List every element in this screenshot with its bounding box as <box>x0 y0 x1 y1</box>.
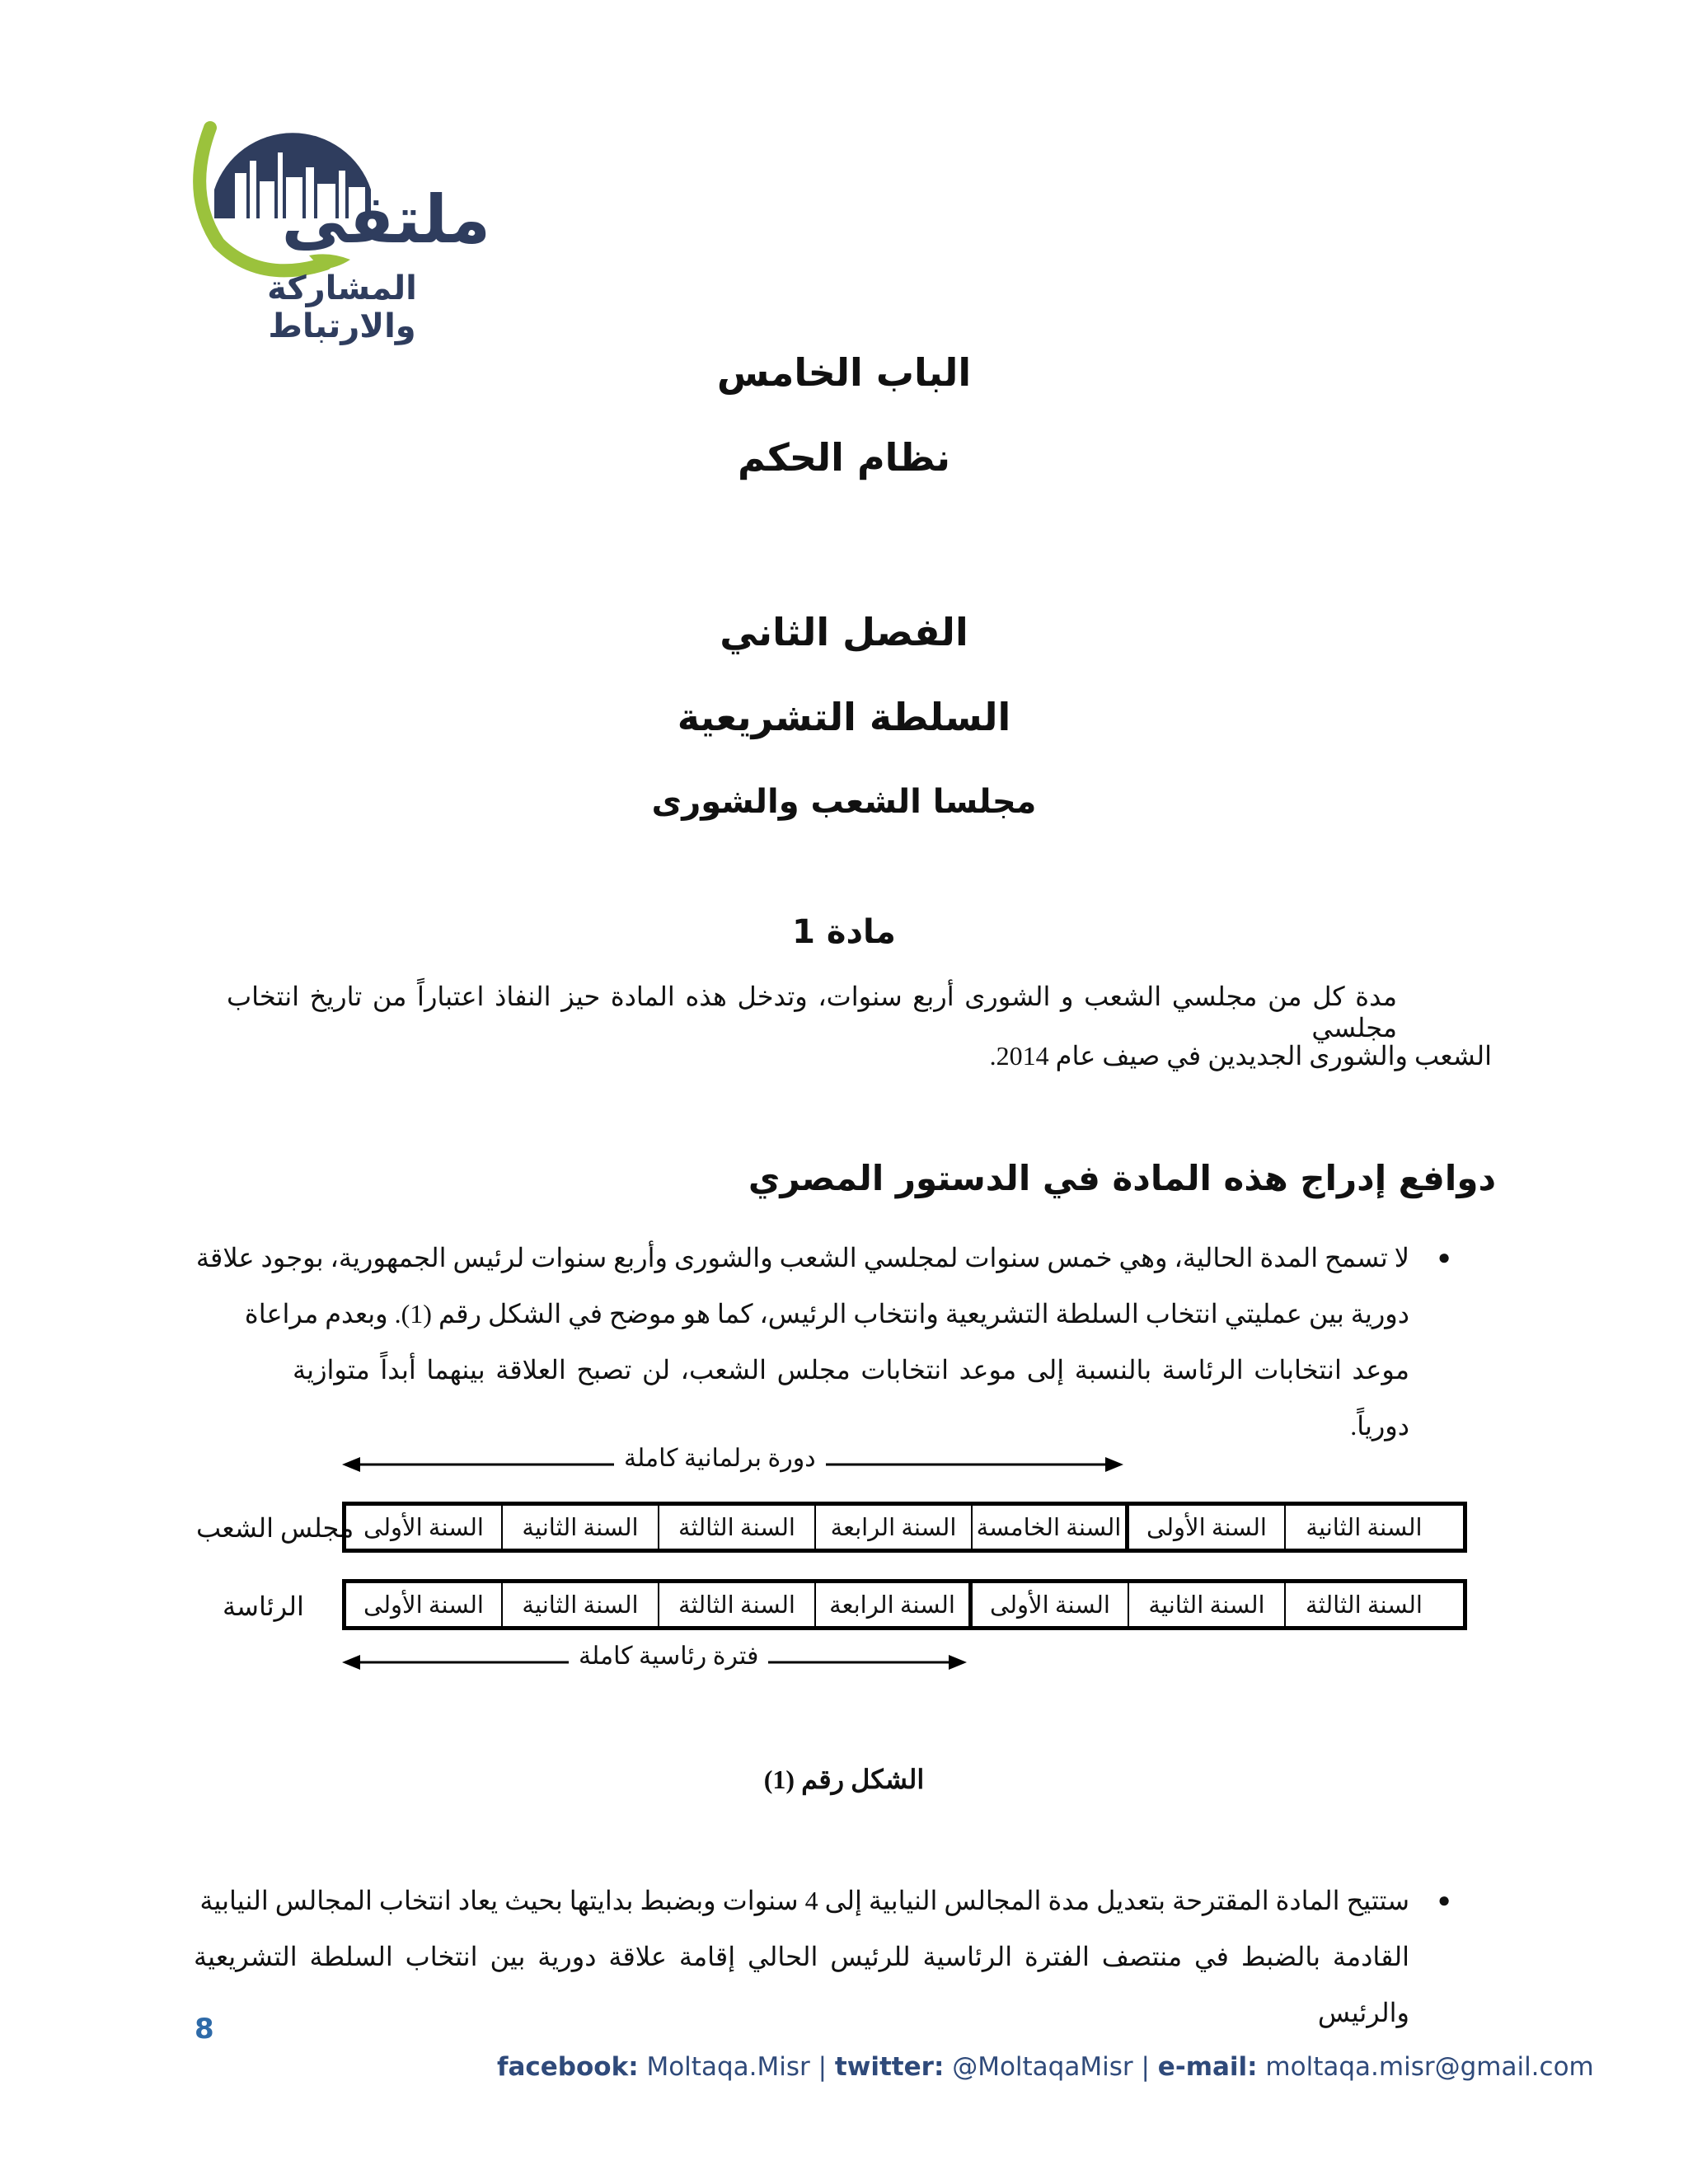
twitter-label: twitter: <box>834 2052 945 2082</box>
bullet-2 <box>194 1872 1451 2041</box>
presidency-years-row <box>342 1579 1467 1630</box>
moltaqa-logo <box>185 95 490 345</box>
facebook-label: facebook: <box>497 2052 639 2082</box>
logo-main-text: ملتقى <box>281 181 490 258</box>
year-cell: السنة الثالثة <box>659 1583 816 1626</box>
year-cell: السنة الثالثة <box>659 1506 816 1549</box>
year-cell: السنة الثانية <box>503 1506 659 1549</box>
bullet-1-line-3: موعد انتخابات الرئاسة بالنسبة إلى موعد انتخابات مجلس الشعب، لن تصبح العلاقة بينهما أبداً متوازية دورياً. <box>293 1355 1409 1441</box>
figure-caption: الشكل رقم (1) <box>763 1765 925 1794</box>
motives-heading: دوافع إدراج هذه المادة في الدستور المصري <box>748 1158 1496 1198</box>
bullet-2-line-1: ستتيح المادة المقترحة بتعديل مدة المجالس النيابية إلى 4 سنوات وبضبط بدايتها بحيث يعاد انتخاب المجالس النيابية <box>199 1886 1409 1915</box>
bullet-1 <box>194 1230 1451 1454</box>
year-cell: السنة الثانية <box>1129 1583 1286 1626</box>
bullet-dot-icon: ● <box>1437 1888 1451 1912</box>
year-cell: السنة الخامسة <box>973 1506 1129 1549</box>
year-cell: السنة الأولى <box>346 1583 503 1626</box>
presidential-term-label: فترة رئاسية كاملة <box>569 1642 768 1671</box>
year-cell: السنة الأولى <box>1129 1506 1286 1549</box>
footer-separator: | <box>818 2052 828 2082</box>
email-label: e-mail: <box>1157 2052 1258 2082</box>
part-title: نظام الحكم <box>737 435 951 480</box>
year-cell: السنة الثانية <box>503 1583 659 1626</box>
year-cell: السنة الأولى <box>973 1583 1129 1626</box>
parliament-cycle-label: دورة برلمانية كاملة <box>614 1444 826 1473</box>
chapter-subtitle: مجلسا الشعب والشورى <box>651 783 1037 821</box>
year-cell: السنة الثالثة <box>1306 1591 1423 1619</box>
footer-separator: | <box>1141 2052 1150 2082</box>
page-number: 8 <box>195 2013 214 2046</box>
year-cell: السنة الثانية <box>1306 1514 1423 1541</box>
twitter-link[interactable]: @MoltaqaMisr <box>952 2052 1133 2082</box>
article-title: مادة 1 <box>792 913 896 951</box>
part-heading: الباب الخامس <box>716 350 972 395</box>
row-label-presidency: الرئاسة <box>223 1591 304 1621</box>
bullet-1-line-2: دورية بين عمليتي انتخاب السلطة التشريعية وانتخاب الرئيس، كما هو موضح في الشكل رقم (1). وبعدم مراعاة <box>244 1299 1409 1329</box>
article-text-line-1: مدة كل من مجلسي الشعب و الشورى أربع سنوات، وتدخل هذه المادة حيز النفاذ اعتباراً من تاريخ انتخاب مجلسي <box>227 982 1397 1043</box>
row-label-people-assembly: مجلس الشعب <box>196 1513 354 1543</box>
logo-subtitle: المشاركة والارتباط <box>267 269 417 345</box>
year-cell: السنة الرابعة <box>816 1583 973 1626</box>
article-text-line-2: الشعب والشورى الجديدين في صيف عام 2014. <box>989 1041 1492 1071</box>
year-cell: السنة الرابعة <box>816 1506 973 1549</box>
chapter-title: السلطة التشريعية <box>677 695 1011 739</box>
chapter-heading: الفصل الثاني <box>720 610 968 654</box>
facebook-link[interactable]: Moltaqa.Misr <box>646 2052 810 2082</box>
email-link[interactable]: moltaqa.misr@gmail.com <box>1265 2052 1594 2082</box>
year-cell: السنة الأولى <box>346 1506 503 1549</box>
bullet-1-line-1: لا تسمح المدة الحالية، وهي خمس سنوات لمجلسي الشعب والشورى وأربع سنوات لرئيس الجمهورية، بوجود علاقة <box>195 1243 1409 1272</box>
bullet-dot-icon: ● <box>1437 1245 1451 1269</box>
figure-1-diagram <box>0 1434 1688 1698</box>
people-assembly-years-row <box>342 1502 1467 1553</box>
bullet-2-line-2: القادمة بالضبط في منتصف الفترة الرئاسية للرئيس الحالي إقامة علاقة دورية بين انتخاب السلطة التشريعية والرئيس <box>194 1942 1410 2027</box>
footer-contacts <box>497 2052 1594 2082</box>
